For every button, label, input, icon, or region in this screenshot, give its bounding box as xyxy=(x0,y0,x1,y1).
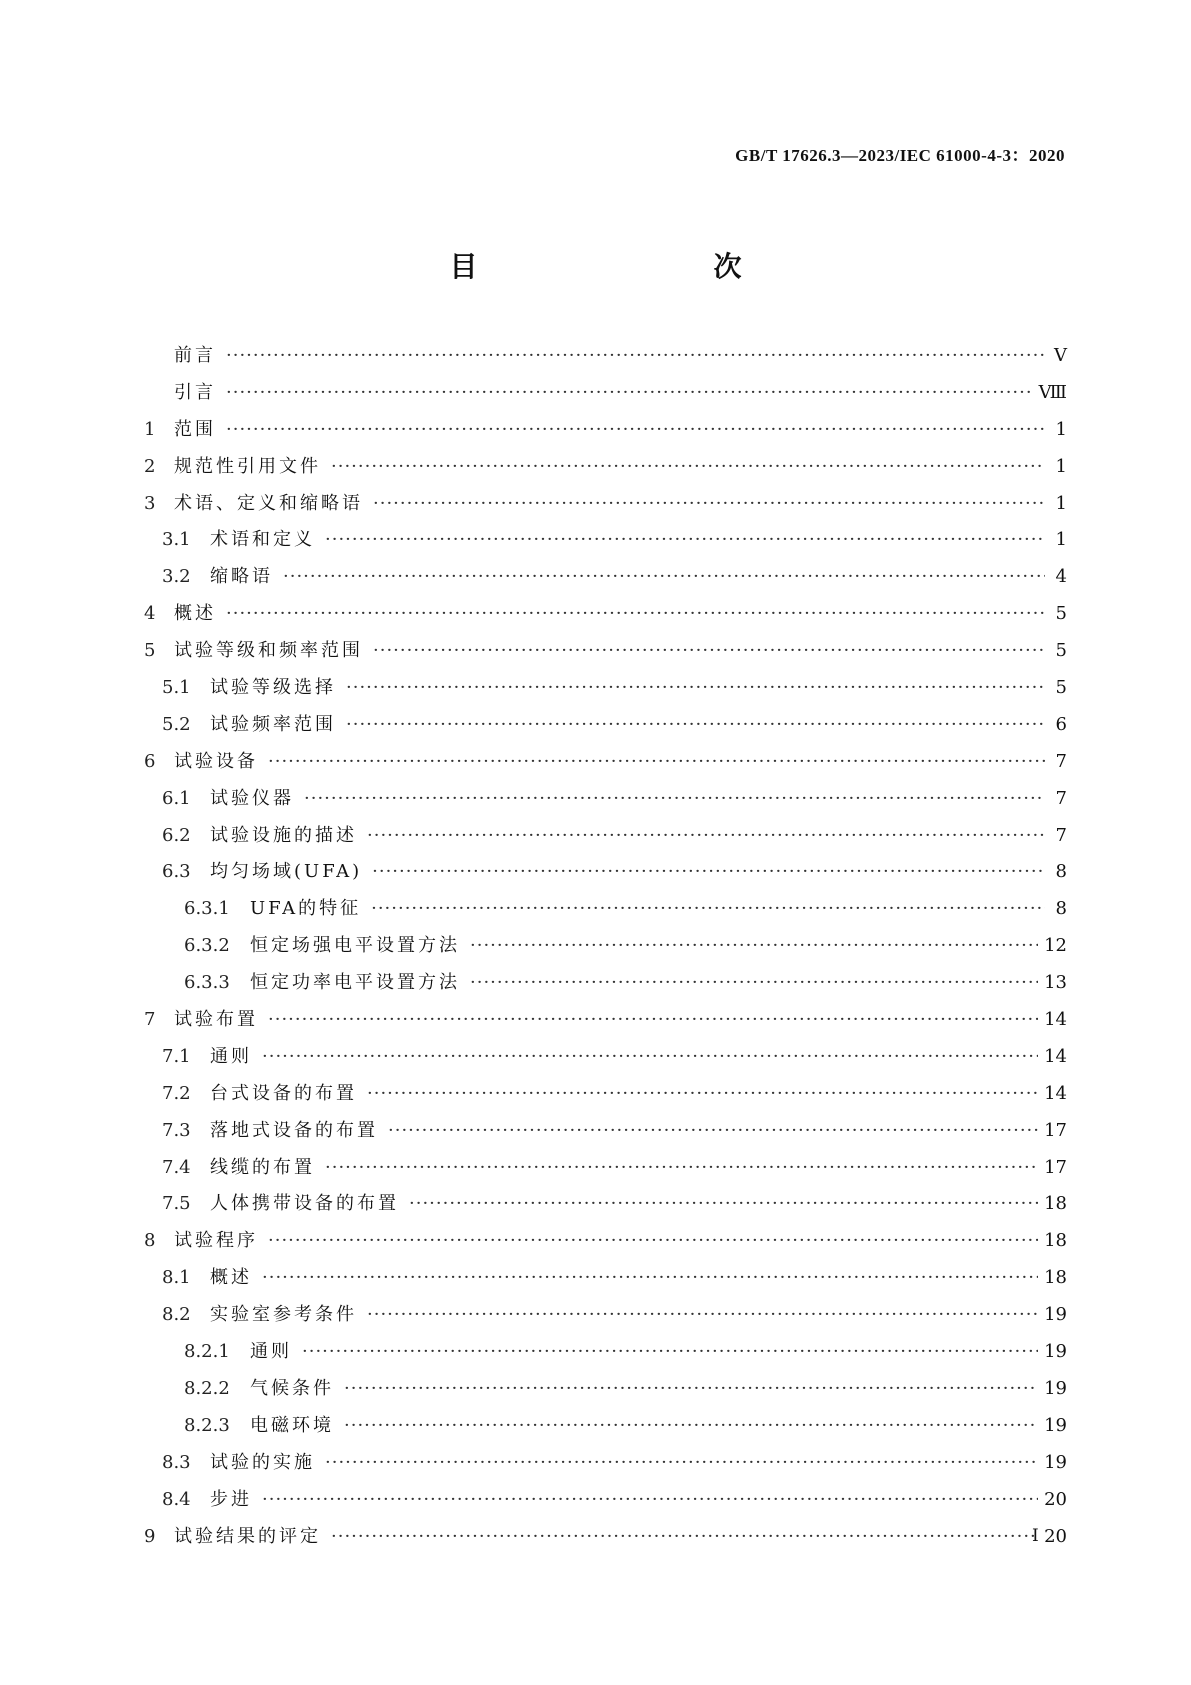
dot-leader xyxy=(262,1260,1038,1297)
toc-entry-page: 5 xyxy=(1055,677,1067,699)
toc-entry-number: 8.2.1 xyxy=(184,1341,230,1363)
toc-entry-title: 台式设备的布置 xyxy=(210,1082,357,1104)
toc-entry-title: 引言 xyxy=(174,381,216,403)
toc-entry[interactable] xyxy=(144,1519,1067,1556)
page-folio: Ⅰ xyxy=(1032,1526,1039,1546)
dot-leader xyxy=(268,1002,1038,1039)
toc-entry-page: 17 xyxy=(1044,1119,1067,1141)
dot-leader xyxy=(346,670,1045,707)
toc-entry-title: 术语和定义 xyxy=(210,529,315,551)
dot-leader xyxy=(373,486,1045,523)
toc-entry-page: 20 xyxy=(1044,1525,1067,1547)
toc-entry[interactable] xyxy=(144,744,1067,781)
toc-entry-page: Ⅴ xyxy=(1054,345,1067,366)
toc-entry-page: 7 xyxy=(1055,824,1067,846)
toc-entry[interactable] xyxy=(144,1002,1067,1039)
toc-entry[interactable] xyxy=(144,1186,1067,1223)
toc-entry-number: 8.2 xyxy=(162,1304,191,1326)
toc-entry[interactable] xyxy=(144,486,1067,523)
toc-entry[interactable] xyxy=(144,707,1067,744)
toc-entry-number: 6.1 xyxy=(162,787,191,809)
toc-entry-number: 3.1 xyxy=(162,529,191,551)
toc-entry-title: 试验频率范围 xyxy=(210,713,336,735)
toc-entry[interactable] xyxy=(144,854,1067,891)
toc-entry-number: 8.2.3 xyxy=(184,1414,230,1436)
toc-entry-title: 试验等级选择 xyxy=(210,677,336,699)
dot-leader xyxy=(283,559,1045,596)
toc-entry-page: 8 xyxy=(1055,861,1067,883)
toc-entry-number: 1 xyxy=(144,418,156,440)
toc-entry-page: 1 xyxy=(1055,455,1067,477)
toc-entry[interactable] xyxy=(144,1150,1067,1187)
dot-leader xyxy=(302,1334,1038,1371)
toc-entry[interactable] xyxy=(144,670,1067,707)
toc-entry[interactable] xyxy=(144,449,1067,486)
toc-entry[interactable] xyxy=(144,338,1067,375)
dot-leader xyxy=(325,1445,1038,1482)
toc-entry-page: 5 xyxy=(1055,603,1067,625)
dot-leader xyxy=(367,1297,1038,1334)
toc-entry-title: 通则 xyxy=(210,1045,252,1067)
toc-entry-number: 3.2 xyxy=(162,566,191,588)
toc-entry[interactable] xyxy=(144,1039,1067,1076)
toc-entry[interactable] xyxy=(144,965,1067,1002)
toc-entry-title: 试验结果的评定 xyxy=(174,1525,321,1547)
toc-entry-page: 1 xyxy=(1055,492,1067,514)
dot-leader xyxy=(268,744,1045,781)
toc-entry-page: 1 xyxy=(1055,529,1067,551)
toc-entry-number: 7 xyxy=(144,1009,156,1031)
toc-entry[interactable] xyxy=(144,1371,1067,1408)
toc-entry-title: 恒定功率电平设置方法 xyxy=(250,972,460,994)
toc-entry-title: 人体携带设备的布置 xyxy=(210,1193,399,1215)
toc-entry-page: 19 xyxy=(1044,1377,1067,1399)
dot-leader xyxy=(331,1519,1038,1556)
toc-entry-title: 术语、定义和缩略语 xyxy=(174,492,363,514)
toc-entry-title: 步进 xyxy=(210,1488,252,1510)
dot-leader xyxy=(367,1076,1038,1113)
toc-entry-title: 试验程序 xyxy=(174,1230,258,1252)
dot-leader xyxy=(262,1039,1038,1076)
toc-entry-page: 17 xyxy=(1044,1156,1067,1178)
toc-entry[interactable] xyxy=(144,1260,1067,1297)
toc-entry-title: 概述 xyxy=(210,1267,252,1289)
toc-entry-page: 4 xyxy=(1055,566,1067,588)
toc-entry[interactable] xyxy=(144,1408,1067,1445)
toc-entry-title: 实验室参考条件 xyxy=(210,1304,357,1326)
toc-entry-page: 14 xyxy=(1044,1045,1067,1067)
toc-entry-title: 试验布置 xyxy=(174,1009,258,1031)
toc-entry[interactable] xyxy=(144,412,1067,449)
toc-entry-number: 7.2 xyxy=(162,1082,191,1104)
toc-entry[interactable] xyxy=(144,522,1067,559)
toc-entry-number: 7.3 xyxy=(162,1119,191,1141)
toc-entry-page: 19 xyxy=(1044,1341,1067,1363)
toc-entry-page: 14 xyxy=(1044,1009,1067,1031)
toc-entry-title: 电磁环境 xyxy=(250,1414,334,1436)
toc-entry-page: 8 xyxy=(1055,898,1067,920)
toc-entry-number: 5.2 xyxy=(162,713,191,735)
toc-entry-number: 6.3 xyxy=(162,861,191,883)
toc-entry[interactable] xyxy=(144,781,1067,818)
toc-entry-number: 5.1 xyxy=(162,677,191,699)
toc-entry-number: 6 xyxy=(144,750,156,772)
toc-entry-page: 19 xyxy=(1044,1414,1067,1436)
toc-entry-number: 5 xyxy=(144,640,156,662)
dot-leader xyxy=(344,1371,1038,1408)
dot-leader xyxy=(226,596,1045,633)
toc-entry-page: 1 xyxy=(1055,418,1067,440)
toc-entry-number: 8.2.2 xyxy=(184,1377,230,1399)
dot-leader xyxy=(226,338,1045,375)
toc-entry[interactable] xyxy=(144,891,1067,928)
dot-leader xyxy=(372,854,1045,891)
toc-entry-number: 8.1 xyxy=(162,1267,191,1289)
toc-entry-page: 13 xyxy=(1044,972,1067,994)
dot-leader xyxy=(262,1482,1038,1519)
toc-entry[interactable] xyxy=(144,375,1067,412)
toc-entry-title: 范围 xyxy=(174,418,216,440)
toc-entry-number: 8 xyxy=(144,1230,156,1252)
toc-entry-page: Ⅷ xyxy=(1038,381,1067,403)
dot-leader xyxy=(388,1113,1038,1150)
page-title: 目 次 xyxy=(449,250,802,283)
toc-entry-page: 6 xyxy=(1055,713,1067,735)
toc-entry[interactable] xyxy=(144,928,1067,965)
dot-leader xyxy=(470,928,1038,965)
toc-entry-page: 5 xyxy=(1055,640,1067,662)
toc-entry-number: 9 xyxy=(144,1525,156,1547)
toc-entry[interactable] xyxy=(144,1113,1067,1150)
toc-entry[interactable] xyxy=(144,1482,1067,1519)
dot-leader xyxy=(409,1186,1038,1223)
toc-entry-page: 18 xyxy=(1044,1267,1067,1289)
toc-entry[interactable] xyxy=(144,1445,1067,1482)
toc-entry-number: 7.1 xyxy=(162,1045,191,1067)
toc-entry[interactable] xyxy=(144,596,1067,633)
dot-leader xyxy=(226,375,1033,412)
toc-entry[interactable] xyxy=(144,1076,1067,1113)
toc-entry-title: 概述 xyxy=(174,603,216,625)
toc-entry-page: 19 xyxy=(1044,1304,1067,1326)
dot-leader xyxy=(325,1150,1038,1187)
toc-entry[interactable] xyxy=(144,1334,1067,1371)
dot-leader xyxy=(268,1223,1038,1260)
toc-entry-number: 4 xyxy=(144,603,156,625)
toc-entry-title: 试验仪器 xyxy=(210,787,294,809)
toc-entry-page: 18 xyxy=(1044,1230,1067,1252)
toc-entry-title: UFA的特征 xyxy=(250,898,362,920)
toc-entry-number: 6.3.1 xyxy=(184,898,230,920)
dot-leader xyxy=(470,965,1038,1002)
toc-entry-title: 缩略语 xyxy=(210,566,273,588)
toc-entry-number: 8.3 xyxy=(162,1451,191,1473)
toc-entry-page: 18 xyxy=(1044,1193,1067,1215)
table-of-contents xyxy=(144,338,1067,1555)
dot-leader xyxy=(226,412,1045,449)
dot-leader xyxy=(344,1408,1038,1445)
toc-entry-page: 7 xyxy=(1055,750,1067,772)
standard-number-header: GB/T 17626.3—2023/IEC 61000-4-3：2020 xyxy=(735,146,1065,165)
toc-entry[interactable] xyxy=(144,1223,1067,1260)
toc-entry[interactable] xyxy=(144,633,1067,670)
dot-leader xyxy=(367,818,1045,855)
toc-entry-title: 试验设备 xyxy=(174,750,258,772)
toc-entry-title: 均匀场域(UFA) xyxy=(210,861,363,883)
toc-entry-page: 14 xyxy=(1044,1082,1067,1104)
dot-leader xyxy=(325,522,1045,559)
toc-entry-number: 6.3.3 xyxy=(184,972,230,994)
toc-entry-page: 7 xyxy=(1055,787,1067,809)
dot-leader xyxy=(373,633,1045,670)
toc-entry-title: 试验等级和频率范围 xyxy=(174,640,363,662)
toc-entry-page: 12 xyxy=(1044,935,1067,957)
toc-entry-title: 通则 xyxy=(250,1341,292,1363)
dot-leader xyxy=(304,781,1045,818)
toc-entry[interactable] xyxy=(144,559,1067,596)
toc-entry[interactable] xyxy=(144,818,1067,855)
toc-entry-title: 恒定场强电平设置方法 xyxy=(250,935,460,957)
toc-entry-number: 7.5 xyxy=(162,1193,191,1215)
toc-entry-number: 6.3.2 xyxy=(184,935,230,957)
toc-entry-title: 线缆的布置 xyxy=(210,1156,315,1178)
toc-entry-number: 3 xyxy=(144,492,156,514)
toc-entry-number: 8.4 xyxy=(162,1488,191,1510)
toc-entry[interactable] xyxy=(144,1297,1067,1334)
toc-entry-title: 落地式设备的布置 xyxy=(210,1119,378,1141)
toc-entry-page: 19 xyxy=(1044,1451,1067,1473)
toc-entry-title: 试验设施的描述 xyxy=(210,824,357,846)
toc-entry-page: 20 xyxy=(1044,1488,1067,1510)
toc-entry-title: 试验的实施 xyxy=(210,1451,315,1473)
dot-leader xyxy=(346,707,1045,744)
dot-leader xyxy=(371,891,1045,928)
dot-leader xyxy=(331,449,1045,486)
toc-entry-number: 6.2 xyxy=(162,824,191,846)
toc-entry-title: 前言 xyxy=(174,345,216,366)
toc-entry-title: 气候条件 xyxy=(250,1377,334,1399)
toc-entry-number: 2 xyxy=(144,455,156,477)
toc-entry-number: 7.4 xyxy=(162,1156,191,1178)
toc-entry-title: 规范性引用文件 xyxy=(174,455,321,477)
